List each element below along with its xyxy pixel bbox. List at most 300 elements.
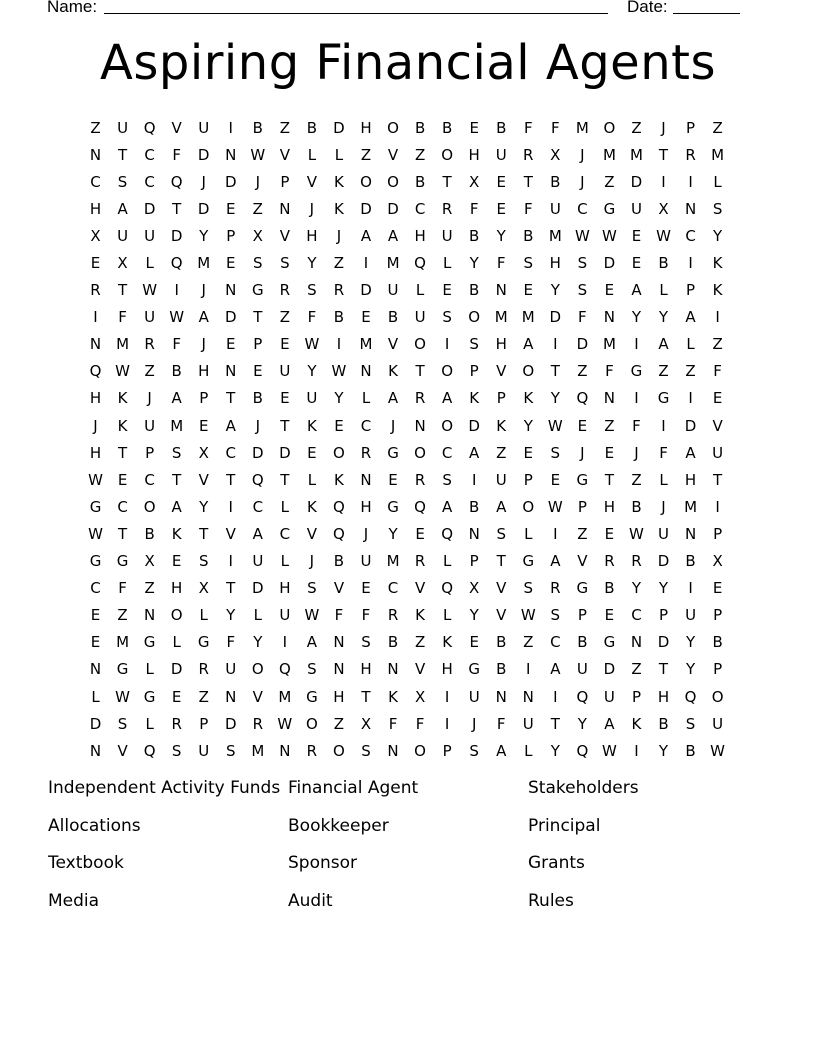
grid-letter: X [90,226,101,245]
grid-letter: T [713,470,723,489]
word-list-item: Financial Agent [288,778,419,798]
grid-letter: S [496,524,506,543]
grid-letter: X [712,552,723,571]
grid-letter: Z [604,172,615,191]
grid-letter: N [225,145,237,164]
grid-letter: P [713,606,723,625]
grid-letter: X [117,254,128,273]
grid-letter: S [442,308,452,327]
grid-letter: G [576,579,589,598]
grid-letter: Y [226,606,236,625]
grid-letter: S [361,741,371,760]
grid-letter: E [90,633,101,652]
word-list [48,778,768,928]
grid-letter: E [280,389,290,408]
grid-letter: B [523,226,534,245]
grid-letter: N [279,199,291,218]
grid-letter: R [144,335,155,354]
grid-letter: D [360,281,372,300]
grid-letter: V [279,145,290,164]
grid-letter: T [226,389,236,408]
word-list-item: Sponsor [288,853,358,873]
grid-letter: A [523,335,534,354]
grid-letter: L [442,254,452,273]
grid-letter: N [360,470,372,489]
grid-letter: Q [143,741,156,760]
grid-letter: P [469,362,479,381]
grid-letter: Y [469,606,479,625]
grid-letter: P [658,606,669,625]
grid-letter: H [360,497,372,516]
grid-letter: H [441,660,453,679]
grid-letter: P [523,470,533,489]
grid-letter: B [171,362,182,381]
grid-letter: C [90,579,101,598]
grid-letter: Z [712,118,723,137]
grid-letter: Y [713,226,723,245]
grid-letter: V [496,606,507,625]
grid-letter: F [578,308,587,327]
grid-letter: G [603,633,616,652]
grid-letter: U [712,714,724,733]
grid-letter: L [686,335,695,354]
grid-letter: A [171,497,182,516]
grid-letter: E [604,443,615,462]
grid-letter: V [387,145,399,164]
grid-letter: G [468,660,480,679]
grid-letter: N [333,633,345,652]
grid-letter: T [253,308,263,327]
grid-letter: O [441,416,454,435]
grid-letter: H [657,687,670,706]
grid-letter: W [601,741,617,760]
grid-letter: S [307,660,317,679]
grid-letter: S [523,579,534,598]
grid-letter: F [172,335,181,354]
grid-letter: F [118,308,127,327]
grid-letter: I [688,389,693,408]
grid-letter: H [468,145,480,164]
grid-letter: E [280,335,290,354]
grid-letter: D [468,416,480,435]
grid-letter: E [307,443,317,462]
grid-letter: B [144,524,155,543]
grid-letter: M [548,226,562,245]
grid-letter: V [279,226,290,245]
grid-letter: B [496,118,507,137]
grid-letter: O [414,443,426,462]
grid-letter: M [197,254,211,273]
grid-letter: M [602,145,616,164]
word-list-item: Media [48,890,100,911]
grid-letter: Z [577,362,588,381]
grid-letter: Y [658,579,669,598]
grid-letter: B [387,633,399,652]
grid-letter: S [469,741,479,760]
grid-letter: U [495,145,507,164]
grid-letter: K [712,281,723,300]
grid-letter: J [255,172,261,191]
grid-letter: J [336,226,342,245]
grid-letter: O [333,741,345,760]
grid-letter: C [550,633,561,652]
grid-letter: K [117,389,128,408]
grid-letter: J [661,497,666,516]
grid-letter: H [549,254,561,273]
grid-letter: N [279,741,291,760]
grid-letter: Z [496,443,507,462]
grid-letter: T [226,579,236,598]
grid-letter: F [226,633,236,652]
grid-letter: L [145,254,154,273]
grid-letter: P [145,443,155,462]
grid-letter: G [197,633,210,652]
grid-letter: E [604,524,615,543]
grid-letter: O [522,362,535,381]
grid-letter: Z [90,118,101,137]
word-list-item: Bookkeeper [288,815,389,836]
grid-letter: I [93,308,98,327]
grid-letter: Y [334,389,344,408]
grid-letter: J [661,118,666,137]
grid-letter: B [496,633,507,652]
grid-letter: I [688,172,693,191]
grid-letter: S [577,254,588,273]
grid-letter: L [334,145,344,164]
grid-letter: D [387,199,399,218]
grid-letter: B [685,552,696,571]
grid-letter: O [143,497,156,516]
grid-letter: I [553,335,558,354]
grid-letter: S [523,254,534,273]
grid-letter: R [387,606,399,625]
grid-letter: Z [117,606,128,625]
grid-letter: G [387,443,399,462]
word-list-item: Audit [288,890,333,911]
grid-letter: A [496,497,507,516]
grid-letter: N [89,741,102,760]
grid-letter: P [496,389,506,408]
grid-letter: B [414,172,426,191]
grid-letter: G [522,552,535,571]
grid-letter: I [228,118,233,137]
grid-letter: Y [550,741,560,760]
grid-letter: B [658,714,669,733]
grid-letter: U [144,416,156,435]
grid-letter: O [387,172,399,191]
grid-letter: J [93,416,98,435]
grid-letter: E [226,335,236,354]
grid-letter: M [575,118,589,137]
grid-letter: Q [414,497,426,516]
header [0,0,816,21]
grid-letter: A [604,714,615,733]
grid-letter: A [442,497,453,516]
grid-letter: B [496,660,507,679]
grid-letter: I [715,308,720,327]
grid-letter: K [469,389,480,408]
grid-letter: Z [658,362,669,381]
grid-letter: N [603,308,616,327]
grid-letter: J [634,443,639,462]
grid-letter: Z [333,714,345,733]
grid-letter: S [685,714,696,733]
grid-letter: R [306,741,318,760]
grid-letter: Z [631,470,642,489]
grid-letter: X [414,687,426,706]
grid-letter: M [386,552,400,571]
grid-letter: W [304,335,320,354]
grid-row [82,304,731,331]
grid-letter: Z [360,145,372,164]
grid-letter: C [225,443,236,462]
grid-letter: J [255,416,261,435]
grid-letter: T [117,524,128,543]
grid-row [82,683,731,710]
grid-letter: P [631,687,641,706]
grid-letter: D [252,579,264,598]
grid-letter: M [116,633,130,652]
grid-letter: K [334,199,344,218]
grid-letter: J [580,443,585,462]
grid-letter: U [414,308,426,327]
grid-letter: E [550,470,561,489]
grid-letter: A [469,443,480,462]
grid-letter: R [685,145,696,164]
grid-letter: I [228,552,233,571]
grid-letter: D [224,172,237,191]
grid-letter: B [469,226,480,245]
grid-letter: C [360,416,372,435]
grid-letter: D [684,416,697,435]
grid-row [82,710,731,737]
grid-letter: L [524,524,533,543]
grid-letter: W [142,281,158,300]
grid-letter: R [414,389,426,408]
grid-letter: F [523,118,533,137]
grid-letter: X [198,443,209,462]
grid-letter: U [441,226,453,245]
grid-letter: D [657,633,670,652]
grid-letter: O [441,362,454,381]
grid-letter: F [496,254,506,273]
grid-letter: D [224,714,237,733]
grid-letter: U [603,687,615,706]
grid-letter: Z [144,362,155,381]
grid-row [82,358,731,385]
grid-letter: B [577,633,588,652]
grid-letter: Y [469,254,479,273]
grid-letter: O [711,687,724,706]
grid-letter: E [198,416,209,435]
grid-letter: B [712,633,723,652]
grid-letter: Z [252,199,263,218]
grid-letter: R [604,552,615,571]
grid-letter: T [496,552,506,571]
grid-letter: G [306,687,318,706]
grid-letter: N [603,389,616,408]
grid-letter: E [496,199,506,218]
grid-letter: I [444,335,450,354]
grid-letter: M [629,145,643,164]
grid-letter: W [88,524,103,543]
grid-letter: U [144,226,156,245]
grid-letter: O [333,443,345,462]
grid-letter: C [441,443,453,462]
grid-letter: M [116,335,130,354]
grid-letter: Z [279,118,290,137]
grid-letter: C [279,524,291,543]
grid-row [82,493,731,520]
grid-letter: H [89,199,102,218]
grid-letter: I [634,389,639,408]
grid-letter: J [309,552,315,571]
grid-letter: Z [631,118,642,137]
grid-letter: S [577,281,588,300]
grid-letter: P [713,660,723,679]
grid-letter: U [549,199,561,218]
grid-letter: A [685,443,696,462]
grid-letter: I [526,660,531,679]
grid-letter: Z [577,524,588,543]
grid-letter: A [631,281,642,300]
grid-letter: W [710,741,726,760]
grid-row [82,629,731,656]
grid-letter: Z [631,660,642,679]
grid-letter: H [198,362,210,381]
grid-letter: L [145,714,154,733]
grid-row [82,548,731,575]
grid-letter: G [657,389,670,408]
grid-letter: K [388,362,398,381]
grid-letter: E [415,524,425,543]
grid-letter: R [523,145,534,164]
grid-letter: J [580,172,585,191]
grid-letter: Z [198,687,209,706]
grid-letter: J [580,145,585,164]
grid-letter: U [576,660,588,679]
grid-letter: U [522,714,534,733]
grid-letter: P [253,335,263,354]
grid-letter: O [414,335,426,354]
grid-letter: S [712,199,723,218]
grid-letter: E [171,687,182,706]
grid-letter: U [387,281,399,300]
grid-row [82,602,731,629]
grid-letter: T [442,172,452,191]
grid-letter: N [89,145,102,164]
grid-letter: G [251,281,264,300]
grid-letter: G [143,687,156,706]
grid-letter: C [414,199,426,218]
grid-letter: Y [307,362,317,381]
grid-letter: Q [576,389,589,408]
grid-letter: Y [658,741,669,760]
grid-letter: V [171,118,182,137]
grid-letter: B [469,281,480,300]
grid-letter: N [684,199,697,218]
word-list-item: Textbook [48,853,124,873]
grid-letter: T [658,660,669,679]
grid-letter: X [144,552,155,571]
grid-letter: H [603,497,616,516]
grid-letter: A [550,660,561,679]
grid-letter: S [307,281,317,300]
grid-letter: F [307,308,317,327]
grid-row [82,249,731,276]
grid-row [82,439,731,466]
grid-letter: N [468,524,480,543]
grid-row [82,575,731,602]
grid-letter: D [630,172,643,191]
grid-letter: W [331,362,347,381]
grid-letter: G [116,660,129,679]
grid-letter: Y [685,660,696,679]
grid-letter: W [304,606,320,625]
grid-letter: U [198,741,210,760]
grid-letter: I [553,524,558,543]
grid-letter: C [117,497,128,516]
grid-letter: C [252,497,264,516]
word-search-grid [82,114,731,764]
grid-letter: M [521,308,535,327]
grid-letter: S [171,443,182,462]
grid-letter: S [550,606,561,625]
grid-letter: E [117,470,128,489]
grid-letter: L [253,606,262,625]
grid-letter: A [225,416,236,435]
grid-letter: H [89,389,102,408]
grid-letter: F [523,199,533,218]
grid-letter: N [333,660,345,679]
grid-letter: N [522,687,534,706]
grid-letter: W [574,226,590,245]
grid-letter: V [198,470,209,489]
grid-letter: H [89,443,102,462]
grid-letter: Y [631,579,642,598]
grid-letter: N [144,606,156,625]
grid-letter: S [225,741,236,760]
grid-letter: E [604,606,615,625]
grid-letter: Q [576,687,589,706]
grid-row [82,195,731,222]
grid-letter: B [414,118,426,137]
grid-letter: D [170,660,183,679]
grid-letter: P [469,552,479,571]
grid-letter: X [469,579,480,598]
grid-letter: V [387,335,399,354]
grid-letter: R [252,714,264,733]
grid-letter: Q [143,118,156,137]
grid-letter: A [442,389,453,408]
grid-letter: W [629,524,644,543]
grid-row [82,656,731,683]
grid-letter: I [336,335,342,354]
grid-letter: V [577,552,588,571]
grid-letter: E [334,416,344,435]
grid-letter: E [712,579,723,598]
grid-letter: H [414,226,426,245]
grid-letter: K [496,416,507,435]
grid-letter: E [442,281,452,300]
grid-letter: K [306,416,317,435]
grid-letter: G [89,552,102,571]
grid-letter: O [305,714,318,733]
grid-letter: F [632,416,641,435]
grid-letter: Y [253,633,263,652]
grid-row [82,385,731,412]
grid-letter: J [309,199,315,218]
